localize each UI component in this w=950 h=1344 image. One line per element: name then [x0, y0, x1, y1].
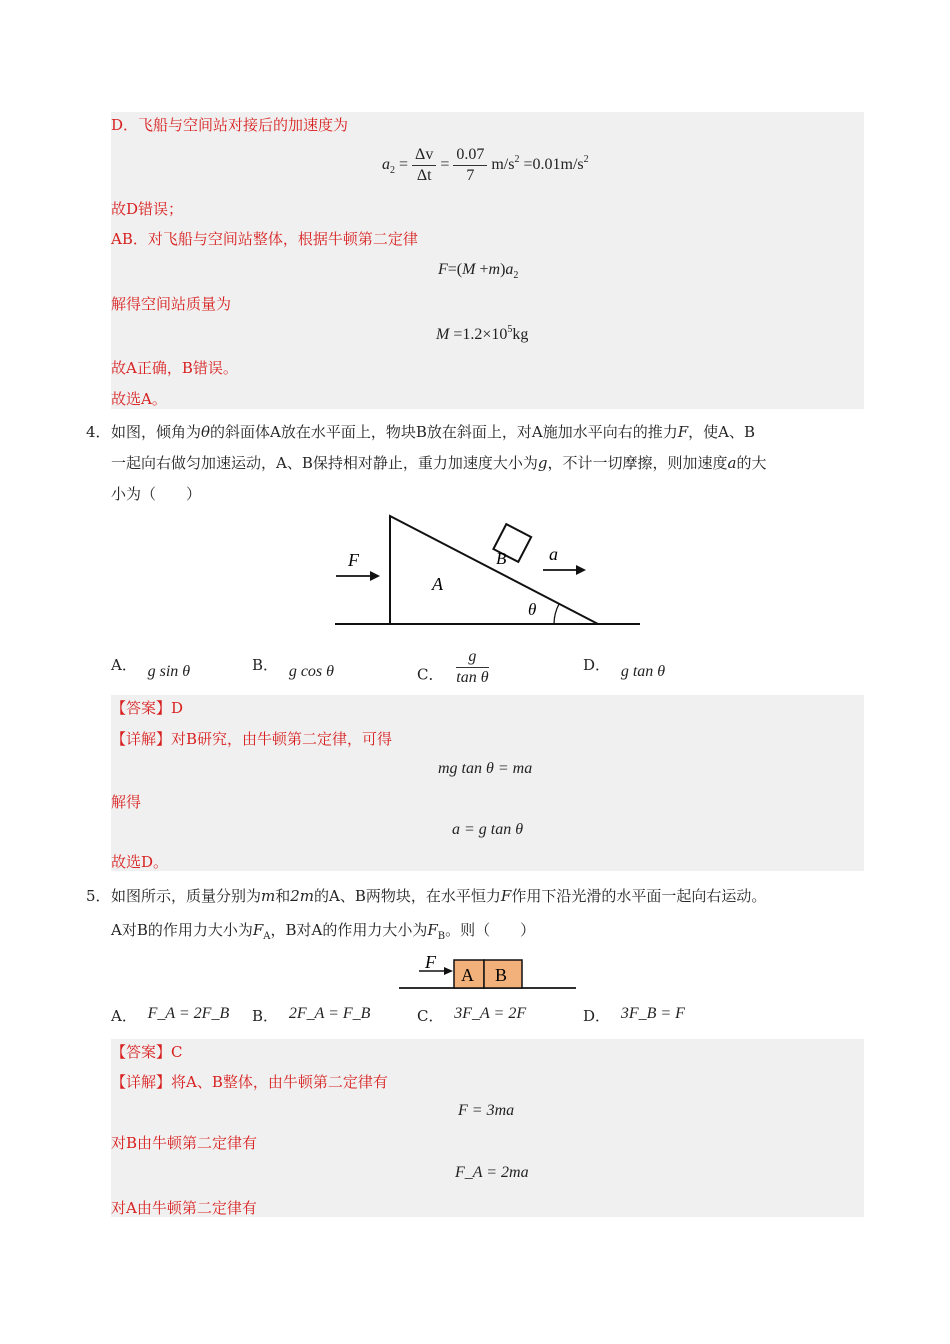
- q4-stem-line3: 小为（ ）: [111, 485, 202, 503]
- solution-block-q4: [111, 695, 864, 871]
- q4-choice: 故选D。: [111, 853, 169, 871]
- q4-equation-2: a = g tan θ: [452, 821, 524, 838]
- force-label: F: [348, 550, 359, 570]
- eq-symbol: a: [382, 156, 390, 174]
- q5-option-d[interactable]: D． 3F_B = F: [583, 1005, 685, 1025]
- q5-equation-1: F = 3ma: [458, 1102, 515, 1119]
- q4-stem-line2: 一起向右做匀加速运动，A、B保持相对静止，重力加速度大小为g，不计一切摩擦，则加速度a的大: [111, 454, 767, 472]
- q5-option-c[interactable]: C． 3F_A = 2F: [417, 1005, 527, 1025]
- q5-b-intro: 对B由牛顿第二定律有: [111, 1134, 258, 1152]
- q5-equation-2: F_A = 2ma: [455, 1164, 529, 1181]
- q4-option-a[interactable]: A． g sin θ: [111, 656, 191, 680]
- prev-solve: 解得空间站质量为: [111, 295, 232, 313]
- angle-arc: [554, 604, 559, 624]
- accel-label: a: [549, 544, 558, 564]
- label-a: A: [461, 965, 474, 985]
- q4-detail: 【详解】对B研究，由牛顿第二定律，可得: [111, 730, 393, 748]
- option-fraction: $\frac{g}{\text{tan θ}}$: [456, 648, 489, 686]
- q4-figure-incline: [330, 508, 645, 633]
- option-expr: 3F_A = 2F: [454, 1005, 527, 1022]
- option-expr: 3F_B = F: [620, 1005, 685, 1022]
- fraction: $\frac{0.07}{7}$: [453, 145, 487, 186]
- prev-conclusion: 故A正确，B错误。: [111, 359, 238, 377]
- fraction: $\frac{\Delta v}{\Delta t}$: [412, 145, 436, 186]
- q5-detail: 【详解】将A、B整体，由牛顿第二定律有: [111, 1073, 388, 1091]
- label-b: B: [495, 965, 508, 985]
- solution-block-q5: [111, 1039, 864, 1217]
- option-expr: g sin θ: [147, 663, 191, 680]
- option-expr: g tan θ: [620, 663, 666, 680]
- q4-number: 4．: [86, 423, 111, 441]
- q5-a-intro: 对A由牛顿第二定律有: [111, 1199, 257, 1217]
- q4-solve: 解得: [111, 793, 142, 811]
- label-b: B: [496, 549, 507, 568]
- q4-option-b[interactable]: B． g cos θ: [252, 656, 334, 680]
- eq-subscript: 2: [390, 165, 395, 177]
- theta-label: θ: [528, 600, 537, 619]
- q4-option-d[interactable]: D． g tan θ: [583, 656, 666, 680]
- option-expr: 2F_A = F_B: [288, 1005, 371, 1022]
- prev-equation-accel: $a_2$ = $\frac{\Delta v}{\Delta t}$ = $\frac{0.07}{7}$ $m/s^2 =0.01m/s^2$: [382, 146, 589, 184]
- q4-equation-1: mg tan θ = ma: [438, 760, 533, 777]
- q4-stem-line1: 如图，倾角为θ的斜面体A放在水平面上，物块B放在斜面上，对A施加水平向右的推力F，使A、B: [111, 423, 756, 441]
- prev-choice: 故选A。: [111, 390, 167, 408]
- force-label: F: [425, 952, 436, 972]
- q5-stem-line1: 如图所示，质量分别为m和2m的A、B两物块，在水平恒力F作用下沿光滑的水平面一起向右运动。: [111, 887, 767, 905]
- q5-option-a[interactable]: A． F_A = 2F_B: [111, 1005, 230, 1025]
- q5-number: 5．: [86, 887, 111, 905]
- prev-equation-force: $F=(M +m)a_2$: [438, 261, 519, 281]
- q5-figure-blocks: [395, 950, 580, 992]
- prev-d-intro: D．飞船与空间站对接后的加速度为: [111, 116, 349, 134]
- q4-answer: 【答案】D: [111, 699, 184, 717]
- q4-option-c[interactable]: C． $\frac{g}{\text{tan θ}}$: [417, 648, 489, 686]
- q5-answer: 【答案】C: [111, 1043, 183, 1061]
- q5-option-b[interactable]: B． 2F_A = F_B: [252, 1005, 371, 1025]
- prev-d-wrong: 故D错误；: [111, 200, 184, 218]
- option-expr: g cos θ: [288, 663, 334, 680]
- q5-stem-line2: A对B的作用力大小为$F_A$，B对A的作用力大小为$F_B$。则（ ）: [111, 921, 536, 942]
- option-expr: F_A = 2F_B: [147, 1005, 230, 1022]
- prev-equation-mass: $M =1.2\times 10^5kg$: [436, 324, 529, 343]
- label-a: A: [432, 574, 443, 594]
- prev-ab-intro: AB．对飞船与空间站整体，根据牛顿第二定律: [111, 230, 418, 248]
